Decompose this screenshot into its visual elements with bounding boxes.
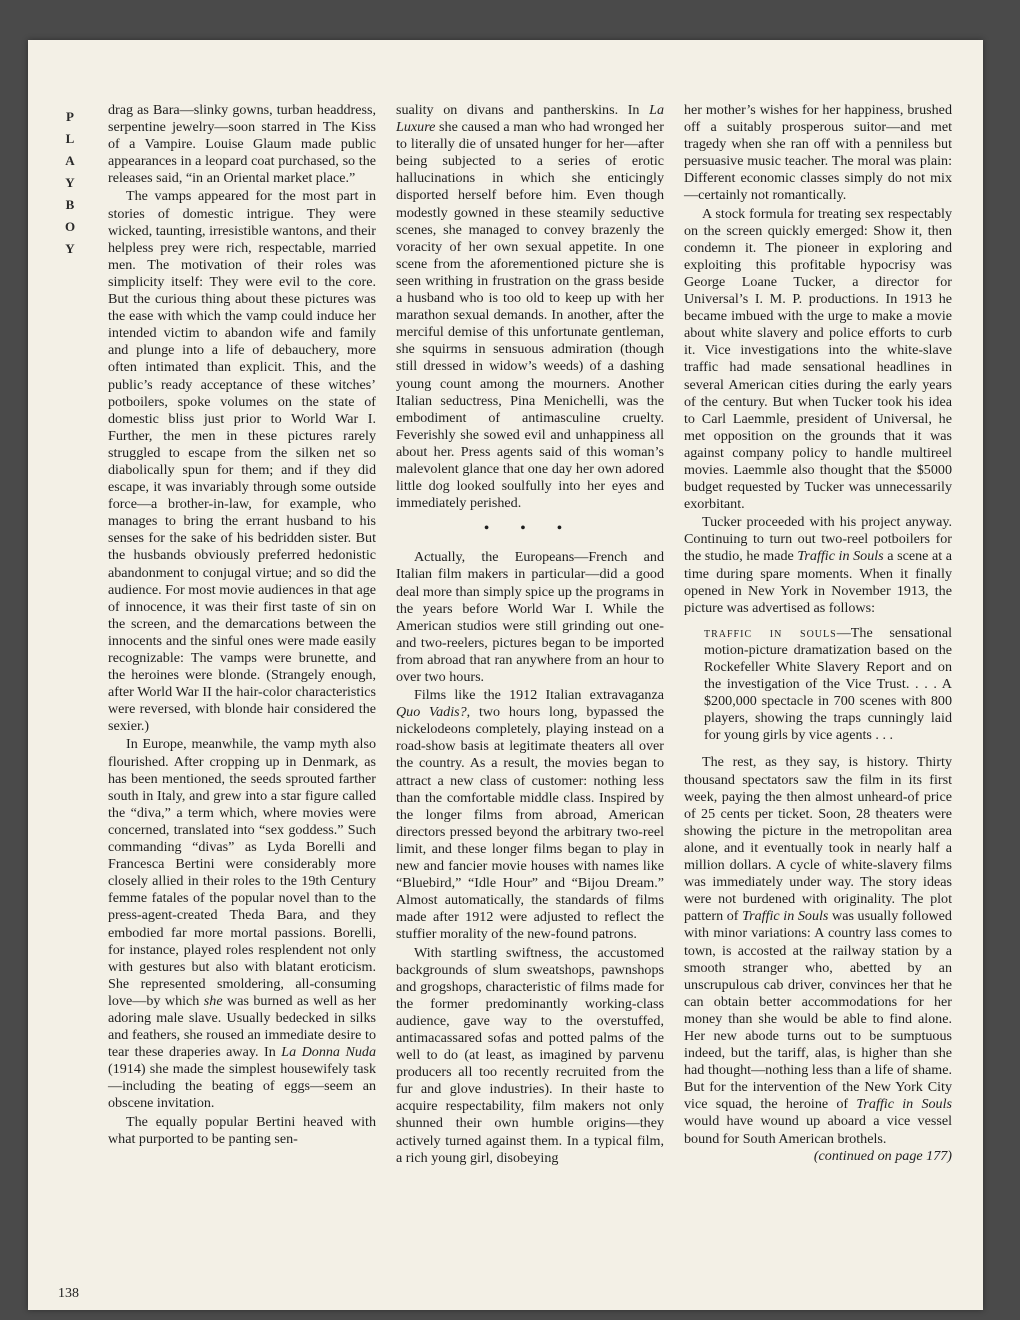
running-head-letter: Y [65,241,75,256]
paragraph-text: a scene at a time during spare moments. When it finally opened in New York in November 1913, the picture was advertised as follows: [684,548,952,616]
emphasis: she [203,992,223,1009]
running-head-letter: Y [65,175,75,190]
paragraph-text: The rest, as they say, is history. Thirty thousand spectators saw the film in its first week, paying the then almost unheard-of price of 25 cents per ticket. Soon, 28 theaters were showing the picture in the metropolitan area alone, and it eventually took in nearly half a million dollars. A cycle of white-slavery films was immediately under way. The story ideas were not burdened with originality. The plot pattern of [684,754,952,925]
running-head-letter: A [65,153,75,168]
paragraph [396,687,664,943]
text-column-3 [684,102,952,1165]
paragraph-text: (1914) she made the simplest housewifely task—including the beating of eggs—seem an obscene invitation. [108,1061,376,1112]
paragraph: A stock formula for treating sex respectably on the screen quickly emerged: Show it, then condemn it. The pioneer in exploring and exploiting this profitable hypocrisy was George Loane Tucker, a director for Universal’s I. M. P. productions. In 1913 he became imbued with the urge to make a movie about white slavery and police efforts to curb it. Vice investigations into the white-slave traffic had made sensational headlines in several American cities during the early years of the century. But when Tucker took his idea to Carl Laemmle, president of Universal, he met opposition on the grounds that it was against company policy to handle multireel movies. Laemmle also thought that the $5000 budget requested by Tucker was unnecessarily exorbitant. [684,205,952,513]
paragraph-text: , two hours long, bypassed the nickelodeons completely, playing instead on a road-show basis at legitimate theaters all over the country. As a result, the movies began to attract a new class of customer: nothing less than the comfortable middle class. Inspired by the longer films from abroad, American directors pressed beyond the arbitrary two-reel limit, and these longer films began to play in new and fancier movie houses with names like “Bluebird,” “Idle Hour” and “Bijou Dream.” Almost automatically, the standards of films made after 1912 were adjusted to reflect the stuffier morality of the new-found patrons. [396,704,664,943]
paragraph-text: Films like the 1912 Italian extravaganza [414,687,664,704]
paragraph-text: was burned as well as her adoring male slave. Usually bedecked in silks and feathers, she roused an immediate desire to tear these draperies away. In [108,992,376,1061]
paragraph [684,514,952,617]
block-quote [704,625,952,745]
paragraph [684,754,952,1147]
paragraph-text: would have wound up aboard a vice vessel bound for South American brothels. [684,1113,952,1147]
film-title: Quo Vadis? [396,704,467,721]
text-column-1 [108,102,376,1148]
film-title: Traffic in Souls [856,1096,952,1113]
quote-lead: traffic in souls [704,624,837,641]
paragraph: With startling swiftness, the accustomed backgrounds of slum sweatshops, pawnshops and grogshops, characteristic of films made for the former predominantly working-class audience, gave way to the overstuffed, antimacassared sofas and potted palms of the well to do (at least, as imagined by parvenu producers all too recently recruited from the fur and glove industries). In their haste to acquire respectability, film makers not only shunned their own humble origins—they actively turned against them. In a typical film, a rich young girl, disobeying [396,944,664,1166]
running-head-letter: L [65,131,75,146]
running-head-letter: O [64,219,76,234]
paragraph [108,736,376,1112]
running-head [62,106,78,260]
page-number: 138 [58,1286,79,1301]
paragraph-text: she caused a man who had wronged her to literally die of unsated hunger for her—after being subjected to a series of erotic hallucinations in which she enticingly disported herself before him. Even though modestly gowned in these steamily seductive scenes, she managed to convey brazenly the voracity of her own sexual appetite. In one scene from the aforementioned picture she is seen writhing in frustration on the grass beside a husband who is too old to keep up with her marathon sexual demands. In another, after the merciful demise of this unfortunate gentleman, she squirms in sensuous admiration (though still dressed in widow’s weeds) of a dashing young count among the mourners. Another Italian seductress, Pina Menichelli, was the embodiment of antimasculine cruelty. Feverishly she sowed evil and unhappiness all about her. Press agents said of this woman’s malevolent glance that one day her own adored little dog looked soulfully into her eyes and immediately perished. [396,119,664,512]
running-head-letter: P [66,109,74,124]
paragraph-text: In Europe, meanwhile, the vamp myth also flourished. After cropping up in Denmark, as has been mentioned, the seeds sprouted farther south in Italy, and grew into a star figure called the “diva,” a term which, where movies were concerned, translated into “sex goddess.” Such commanding “divas” as Lyda Borelli and Francesca Bertini were considerably more closely allied in their roles to the 19th Century femme fatales of the popular novel than to the press-agent-created Theda Bara, and they embodied far more mortal passions. Borelli, for instance, played roles resplendent not only with gestures but also with blatant eroticism. She represented smoldering, all-consuming love—by which [108,736,376,1009]
paragraph: Actually, the Europeans—French and Italian film makers in particular—did a good deal more than simply spice up the programs in the years before World War I. While the American studios were still grinding out one- and two-reelers, pictures began to be imported from abroad that ran anywhere from an hour to over two hours. [396,549,664,685]
paragraph [108,102,376,187]
paragraph-text: drag as Bara—slinky gowns, turban headdress, serpentine jewelry—soon starred in The Kiss of a Vampire. Louise Glaum made public appearances in a leopard coat purchased, so the releases said, “in an Oriental market place.” [108,102,376,187]
running-head-letter: B [65,197,75,212]
film-title: Traffic in Souls [742,908,829,925]
paragraph-text: was usually followed with minor variations: A country lass comes to town, is accosted at the railway station by a smooth stranger who, abetted by an unscrupulous cab driver, convinces her that he can obtain better accommodations for her money than she would be able to find alone. Her new abode turns out to be sumptuous indeed, but the tariff, alas, is higher than she had thought—nothing less than a life of shame. But for the intervention of the New York City vice squad, the heroine of [684,908,952,1113]
paragraph: The equally popular Bertini heaved with what purported to be panting sen- [108,1113,376,1147]
paragraph [396,102,664,512]
continued-note: (continued on page 177) [813,1147,952,1164]
paragraph-text: Tucker proceeded with his project anyway. Continuing to turn out two-reel potboilers for the studio, he made [684,514,952,565]
quote-text: —The sensational motion-picture dramatization based on the Rockefeller White Slavery Report and on the investigation of the Vice Trust. . . . A $200,000 spectacle in 700 scenes with 800 players, showing the traps cunningly laid for young girls by vice agents . . . [704,624,953,744]
section-separator: • • • [484,521,576,537]
film-title: La Donna Nuda [281,1044,376,1061]
text-column-2 [396,102,664,1167]
paragraph: her mother’s wishes for her happiness, brushed off a suitably prosperous suitor—and met tragedy when she ran off with a penniless but persuasive music teacher. The moral was plain: Different economic classes simply do not mix—certainly not romantically. [684,102,952,204]
magazine-page [28,40,983,1310]
paragraph: The vamps appeared for the most part in stories of domestic intrigue. They were wicked, taunting, irresistible wantons, and their helpless prey were rich, respectable, married men. The motivation of their roles was simplicity itself: They were evil to the core. But the curious thing about these pictures was the ease with which the vamp could induce her intended victim to abandon wife and family and plunge into a life of debauchery, more often intimated than explicit. This, and the public’s ready acceptance of these witches’ potboilers, spoke volumes on the state of domestic bliss just prior to World War I. Further, the men in these pictures rarely struggled to escape from the silken net so diabolically spun for them; and if they did escape, it was invariably through some outside force—a brother-in-law, for example, who manages to bring the errant husband to his senses for the sake of his bedridden sister. But the husbands obviously preferred hedonistic abandonment to conjugal virtue; and so did the audience. For most movie audiences in that age of innocence, it was their first taste of sin on the screen, and the demarcations between the innocents and the sinful ones were made easily recognizable: The vamps were brunette, and the heroines were blonde. (Strangely enough, after World War II the hair-color characteristics were reversed, with blonde hair considered the sexier.) [108,188,376,735]
film-title: Traffic in Souls [797,548,884,565]
film-title: La Luxure [396,102,664,136]
paragraph-text: suality on divans and pantherskins. In [396,102,650,118]
